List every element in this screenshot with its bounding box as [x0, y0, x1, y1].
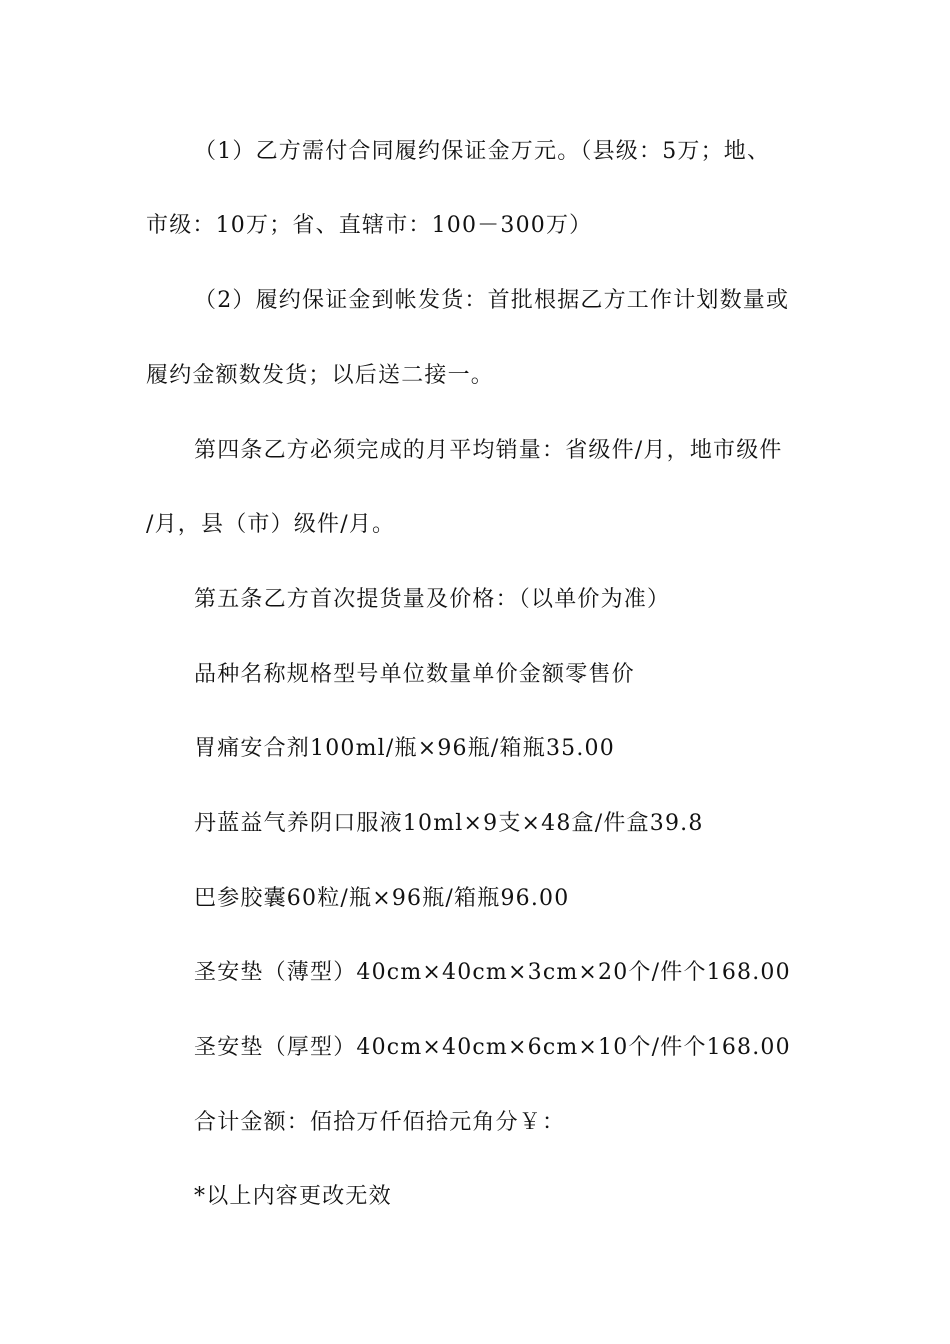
product-row-1: 胃痛安合剂100ml/瓶×96瓶/箱瓶35.00 — [194, 736, 615, 761]
article-four-line-1: 第四条乙方必须完成的月平均销量：省级件/月，地市级件 — [194, 438, 783, 463]
product-row-5: 圣安垫（厚型）40cm×40cm×6cm×10个/件个168.00 — [194, 1035, 791, 1060]
paragraph-deposit-line-1: （1）乙方需付合同履约保证金万元。（县级：5万；地、 — [194, 139, 771, 164]
product-row-3: 巴参胶囊60粒/瓶×96瓶/箱瓶96.00 — [194, 886, 570, 911]
paragraph-deposit-line-2: 市级：10万；省、直辖市：100－300万） — [146, 213, 593, 238]
total-amount-line: 合计金额：佰拾万仟佰拾元角分￥： — [194, 1110, 566, 1135]
product-table-header: 品种名称规格型号单位数量单价金额零售价 — [194, 662, 635, 687]
article-five-heading: 第五条乙方首次提货量及价格：（以单价为准） — [194, 587, 671, 612]
product-row-2: 丹蓝益气养阴口服液10ml×9支×48盒/件盒39.8 — [194, 811, 704, 836]
no-change-notice: *以上内容更改无效 — [194, 1184, 392, 1209]
paragraph-delivery-line-2: 履约金额数发货；以后送二接一。 — [146, 363, 495, 388]
paragraph-delivery-line-1: （2）履约保证金到帐发货：首批根据乙方工作计划数量或 — [194, 288, 790, 313]
product-row-4: 圣安垫（薄型）40cm×40cm×3cm×20个/件个168.00 — [194, 960, 791, 985]
article-four-line-2: /月，县（市）级件/月。 — [146, 512, 396, 537]
